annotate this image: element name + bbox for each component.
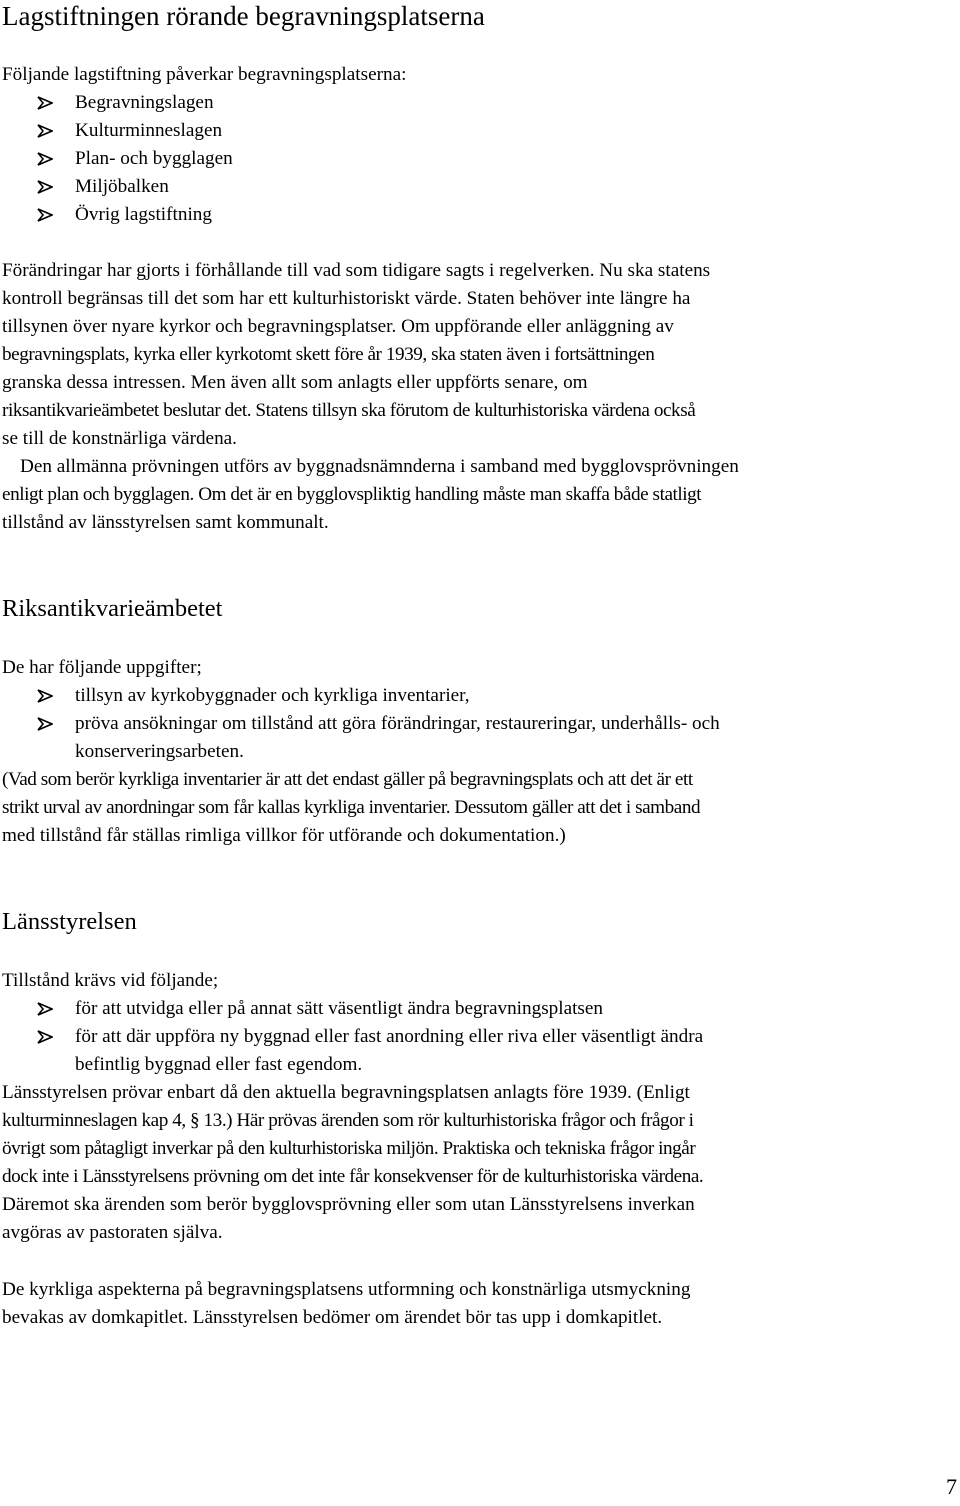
raa-task-continuation-label: konserveringsarbeten.: [75, 741, 244, 762]
paragraph-general-review: [2, 453, 948, 537]
paragraph-line: (Vad som berör kyrkliga inventarier är att det endast gäller på begravningsplats och att det är ett: [2, 769, 693, 790]
paragraph-line: tillstånd av länsstyrelsen samt kommunalt.: [2, 512, 329, 533]
law-list-item: [2, 173, 233, 201]
paragraph-line: Däremot ska ärenden som berör bygglovsprövning eller som utan Länsstyrelsens inverkan: [2, 1194, 695, 1215]
paragraph-line: kontroll begränsas till det som har ett kulturhistoriskt värde. Staten behöver inte längre ha: [2, 288, 691, 309]
lst-requirement-continuation-label: befintlig byggnad eller fast egendom.: [75, 1054, 363, 1075]
lst-requirement-label: för att där uppföra ny byggnad eller fast anordning eller riva eller väsentligt ändra: [75, 1026, 704, 1047]
lst-requirement-list: [2, 995, 703, 1079]
law-list-item: [2, 117, 233, 145]
paragraph-line: tillsynen över nyare kyrkor och begravningsplatser. Om uppförande eller anläggning av: [2, 316, 674, 337]
paragraph-line: kulturminneslagen kap 4, § 13.) Här prövas ärenden som rör kulturhistoriska frågor och frågor i: [2, 1110, 694, 1131]
law-list-label: Begravningslagen: [75, 92, 214, 113]
paragraph-line: begravningsplats, kyrka eller kyrkotomt skett före år 1939, ska staten även i fortsättningen: [2, 344, 655, 365]
section-heading-raa: Riksantikvarieämbetet: [2, 595, 223, 622]
arrow-bullet-icon: [37, 689, 53, 703]
intro-line: Följande lagstiftning påverkar begravningsplatserna:: [2, 64, 407, 85]
raa-task-label: pröva ansökningar om tillstånd att göra förändringar, restaureringar, underhålls- och: [75, 713, 720, 734]
section-heading-lst: Länsstyrelsen: [2, 908, 137, 935]
page-number: 7: [946, 1474, 957, 1499]
arrow-bullet-icon: [37, 208, 53, 222]
raa-task-item: [2, 710, 720, 738]
law-list-label: Övrig lagstiftning: [75, 204, 212, 225]
paragraph-line: De kyrkliga aspekterna på begravningsplatsens utformning och konstnärliga utsmyckning: [2, 1279, 691, 1300]
intro-text: [2, 61, 948, 89]
arrow-bullet-icon: [37, 717, 53, 731]
paragraph-line: avgöras av pastoraten själva.: [2, 1222, 223, 1243]
raa-note: [2, 766, 948, 850]
arrow-bullet-icon: [37, 152, 53, 166]
raa-task-list: [2, 682, 720, 766]
paragraph-line: med tillstånd får ställas rimliga villkor för utförande och dokumentation.): [2, 825, 566, 846]
raa-intro-line: De har följande uppgifter;: [2, 657, 202, 678]
raa-task-label: tillsyn av kyrkobyggnader och kyrkliga inventarier,: [75, 685, 470, 706]
lst-intro-line: Tillstånd krävs vid följande;: [2, 970, 219, 991]
paragraph-line: granska dessa intressen. Men även allt som anlagts eller uppförts senare, om: [2, 372, 588, 393]
lst-requirement-label: för att utvidga eller på annat sätt väsentligt ändra begravningsplatsen: [75, 998, 604, 1019]
lst-requirement-item: [2, 995, 703, 1023]
law-list-item: [2, 201, 233, 229]
paragraph-line: se till de konstnärliga värdena.: [2, 428, 237, 449]
arrow-bullet-icon: [37, 1030, 53, 1044]
paragraph-line: strikt urval av anordningar som får kallas kyrkliga inventarier. Dessutom gäller att det i samband: [2, 797, 701, 818]
lst-intro: [2, 967, 948, 995]
law-list-item: [2, 89, 233, 117]
arrow-bullet-icon: [37, 96, 53, 110]
paragraph-line: Länsstyrelsen prövar enbart då den aktuella begravningsplatsen anlagts före 1939. (Enligt: [2, 1082, 690, 1103]
lst-paragraph: [2, 1079, 948, 1247]
arrow-bullet-icon: [37, 180, 53, 194]
law-list-label: Kulturminneslagen: [75, 120, 223, 141]
page-title: Lagstiftningen rörande begravningsplatserna: [2, 1, 485, 31]
paragraph-changes: [2, 257, 948, 453]
paragraph-line: bevakas av domkapitlet. Länsstyrelsen bedömer om ärendet bör tas upp i domkapitlet.: [2, 1307, 663, 1328]
law-list: [2, 89, 233, 229]
paragraph-line: riksantikvarieämbetet beslutar det. Statens tillsyn ska förutom de kulturhistoriska värdena också: [2, 400, 696, 421]
law-list-label: Plan- och bygglagen: [75, 148, 233, 169]
raa-task-continuation: [2, 738, 720, 766]
lst-requirement-item: [2, 1023, 703, 1051]
arrow-bullet-icon: [37, 1002, 53, 1016]
paragraph-line: övrigt som påtagligt inverkar på den kulturhistoriska miljön. Praktiska och tekniska frågor ingår: [2, 1138, 696, 1159]
paragraph-line: Förändringar har gjorts i förhållande till vad som tidigare sagts i regelverken. Nu ska statens: [2, 260, 711, 281]
lst-final-paragraph: [2, 1276, 948, 1332]
lst-requirement-continuation: [2, 1051, 703, 1079]
paragraph-line: dock inte i Länsstyrelsens prövning om det inte får konsekvenser för de kulturhistoriska värdena.: [2, 1166, 704, 1187]
law-list-label: Miljöbalken: [75, 176, 169, 197]
paragraph-line: enligt plan och bygglagen. Om det är en bygglovspliktig handling måste man skaffa både statligt: [2, 484, 702, 505]
raa-task-item: [2, 682, 720, 710]
arrow-bullet-icon: [37, 124, 53, 138]
law-list-item: [2, 145, 233, 173]
paragraph-line: Den allmänna prövningen utförs av byggnadsnämnderna i samband med bygglovsprövningen: [20, 456, 739, 477]
raa-intro: [2, 654, 948, 682]
